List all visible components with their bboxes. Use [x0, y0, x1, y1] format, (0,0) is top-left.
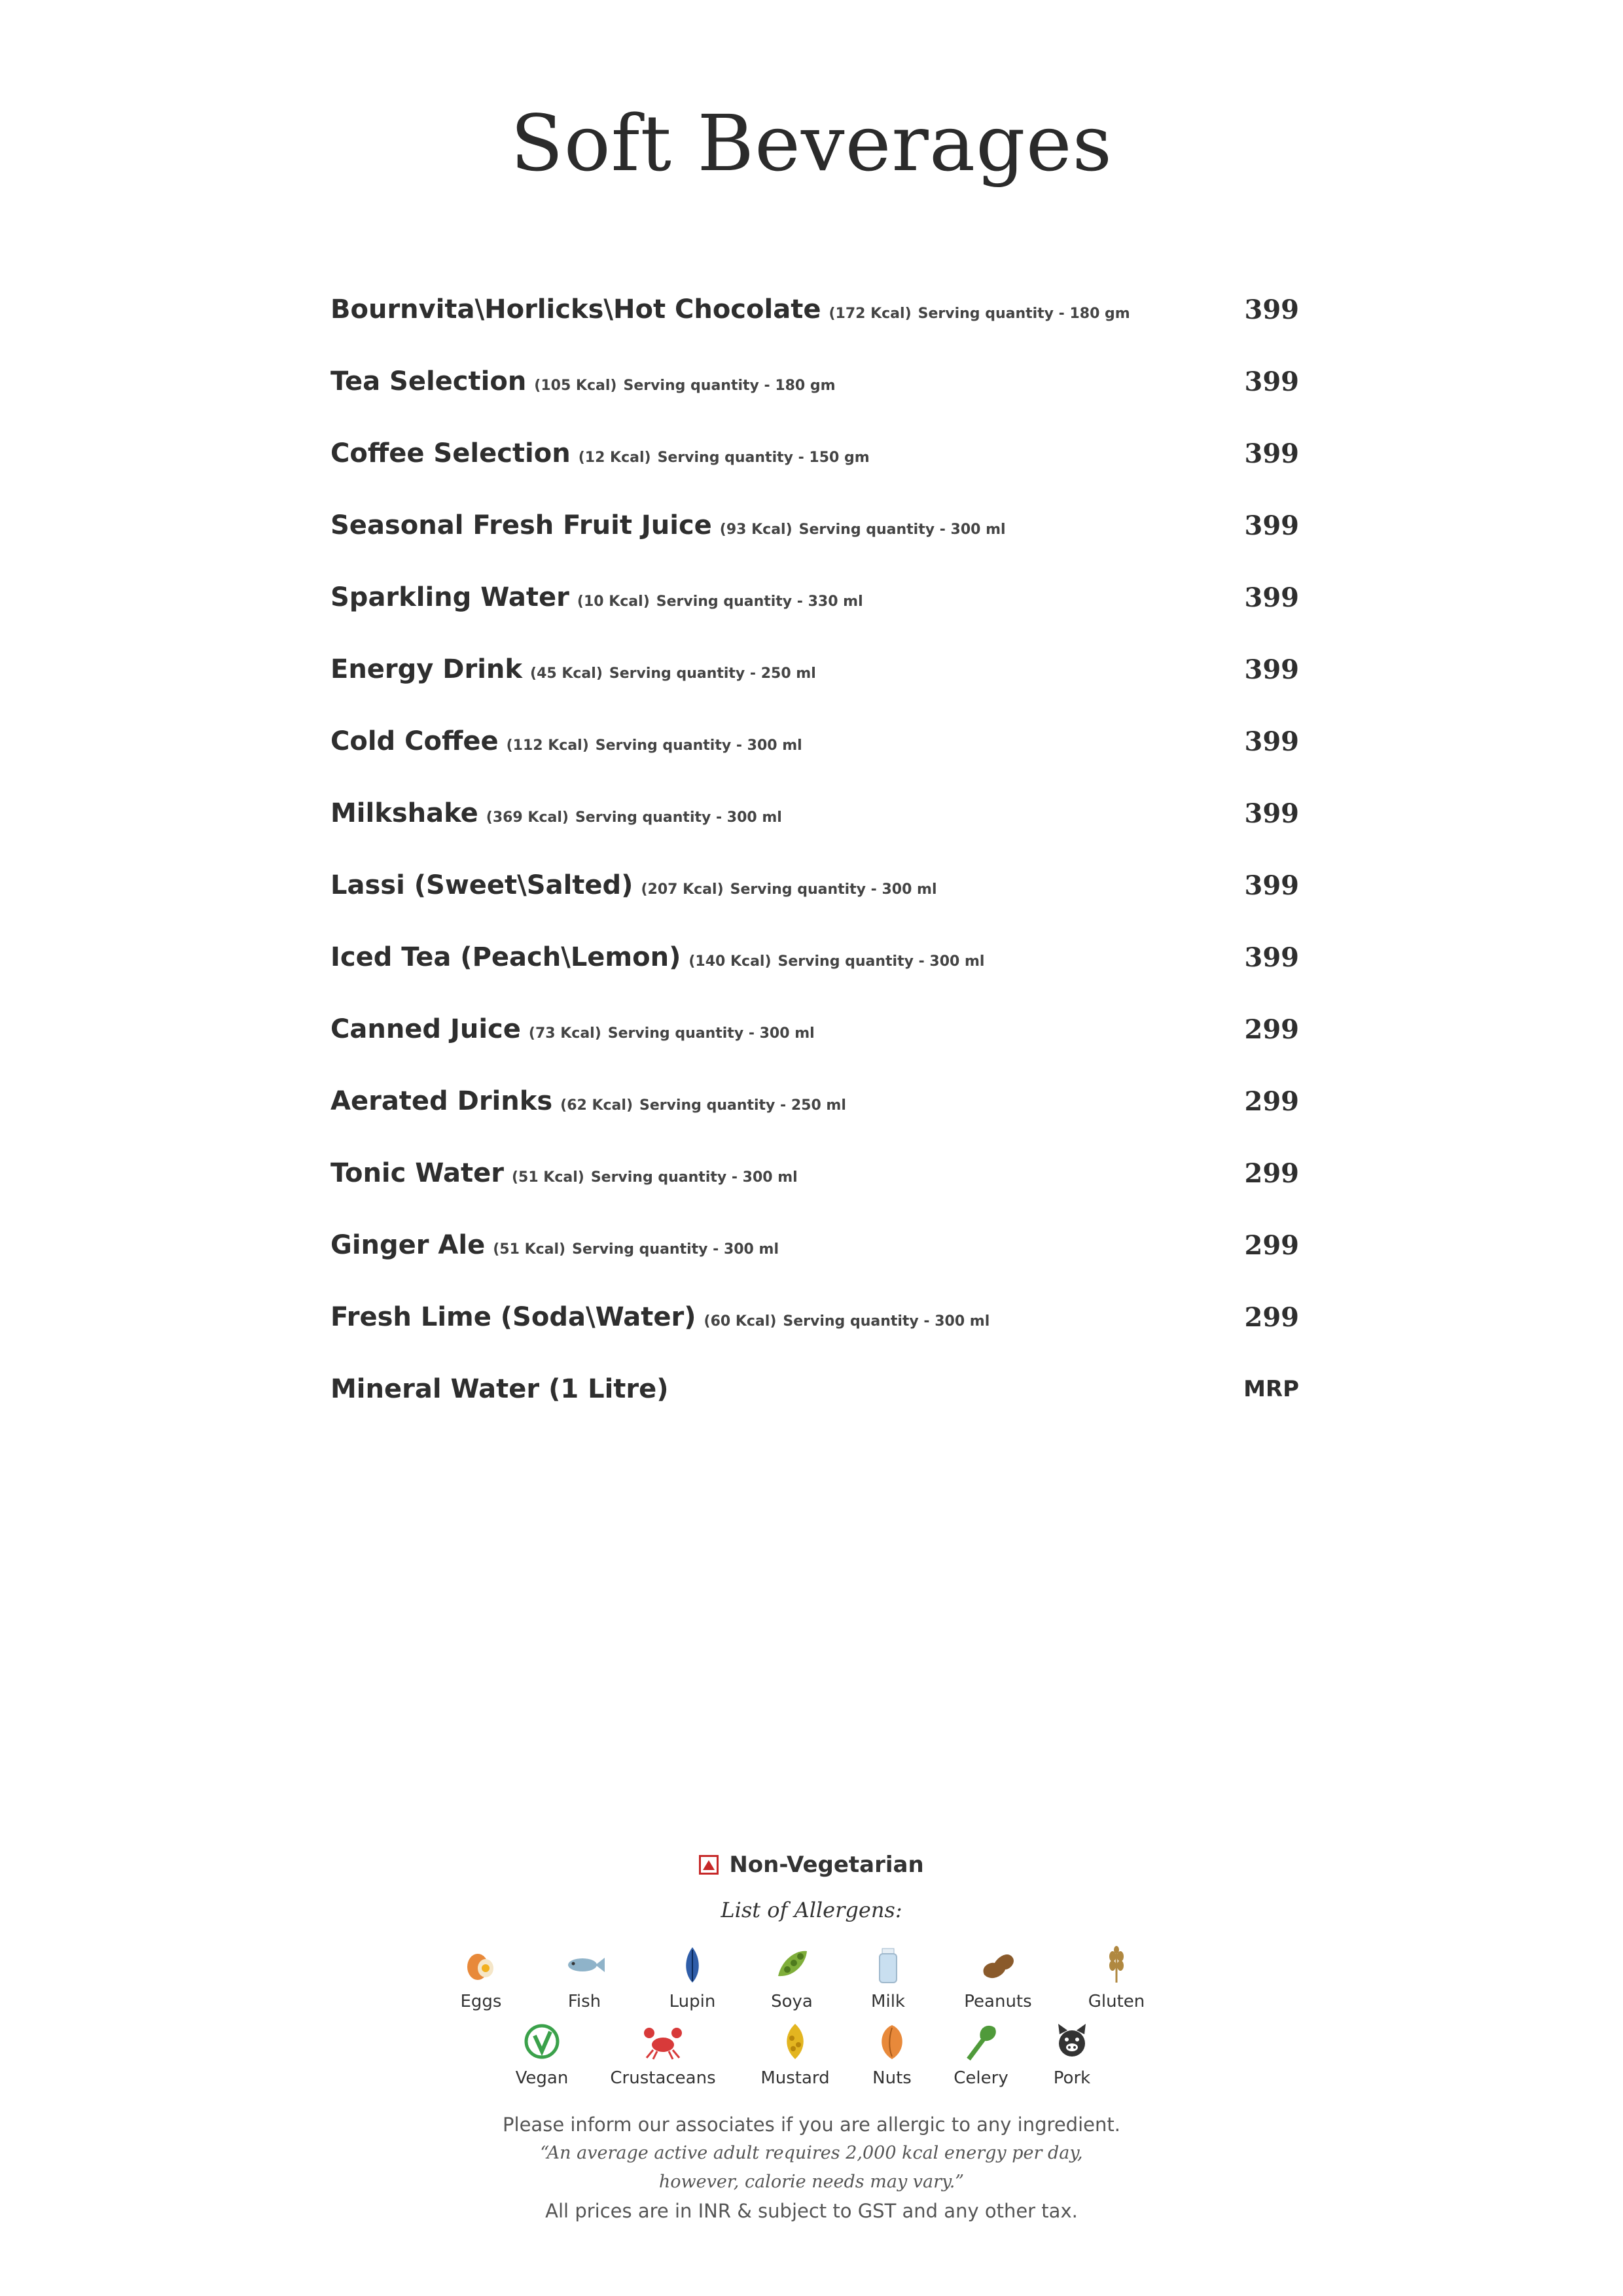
- menu-item-row: [330, 1281, 1299, 1353]
- menu-item-kcal: (369 Kcal): [486, 809, 569, 826]
- milk-icon: [865, 1942, 911, 1988]
- menu-item-details: [330, 1158, 798, 1188]
- menu-item-kcal: (73 Kcal): [528, 1025, 601, 1042]
- menu-item-serving: Serving quantity - 300 ml: [575, 809, 782, 826]
- menu-item-name: Tea Selection: [330, 366, 527, 397]
- menu-item-details: [330, 798, 782, 828]
- menu-item-name: Canned Juice: [330, 1014, 521, 1044]
- menu-item-row: [330, 1353, 1299, 1425]
- price-notice: All prices are in INR & subject to GST and any other tax.: [545, 2200, 1078, 2222]
- menu-item-row: [330, 561, 1299, 633]
- menu-item-name: Mineral Water (1 Litre): [330, 1374, 669, 1404]
- menu-item-serving: Serving quantity - 300 ml: [798, 521, 1006, 538]
- menu-item-name: Energy Drink: [330, 654, 523, 684]
- menu-item-row: [330, 1137, 1299, 1209]
- menu-item-price: 299: [1244, 1301, 1299, 1333]
- menu-item-price: 399: [1244, 366, 1299, 397]
- menu-item-kcal: (51 Kcal): [511, 1169, 584, 1186]
- menu-item-row: [330, 849, 1299, 921]
- menu-item-serving: Serving quantity - 300 ml: [607, 1025, 815, 1042]
- menu-item-price: 399: [1244, 582, 1299, 613]
- allergen-crustaceans: [591, 2019, 735, 2088]
- menu-item-name: Coffee Selection: [330, 438, 571, 468]
- menu-item-row: [330, 417, 1299, 489]
- menu-item-serving: Serving quantity - 300 ml: [572, 1241, 779, 1258]
- menu-item-price: MRP: [1243, 1376, 1299, 1402]
- menu-item-kcal: (45 Kcal): [530, 665, 603, 682]
- menu-item-row: [330, 274, 1299, 345]
- footer-notes: [0, 2110, 1623, 2225]
- menu-item-name: Iced Tea (Peach\Lemon): [330, 942, 681, 972]
- menu-item-name: Lassi (Sweet\Salted): [330, 870, 633, 900]
- allergen-label: Mustard: [760, 2068, 830, 2088]
- nuts-icon: [869, 2019, 915, 2064]
- menu-item-row: [330, 777, 1299, 849]
- allergy-notice: Please inform our associates if you are allergic to any ingredient.: [503, 2113, 1120, 2136]
- celery-icon: [958, 2019, 1004, 2064]
- menu-item-name: Seasonal Fresh Fruit Juice: [330, 510, 712, 540]
- allergen-label: Vegan: [515, 2068, 569, 2088]
- menu-item-kcal: (51 Kcal): [493, 1241, 566, 1258]
- menu-item-price: 399: [1244, 870, 1299, 901]
- menu-item-row: [330, 1209, 1299, 1281]
- menu-item-serving: Serving quantity - 300 ml: [783, 1313, 990, 1330]
- menu-item-details: [330, 942, 984, 972]
- allergen-gluten: [1044, 1942, 1188, 2011]
- lupin-icon: [669, 1942, 715, 1988]
- fish-icon: [562, 1942, 607, 1988]
- menu-item-details: [330, 1302, 990, 1332]
- menu-item-serving: Serving quantity - 300 ml: [595, 737, 802, 754]
- soya-icon: [769, 1942, 815, 1988]
- menu-item-details: [330, 366, 836, 397]
- menu-item-name: Bournvita\Horlicks\Hot Chocolate: [330, 294, 821, 325]
- menu-item-name: Cold Coffee: [330, 726, 499, 756]
- crab-icon: [640, 2019, 686, 2064]
- menu-item-kcal: (12 Kcal): [578, 450, 651, 466]
- menu-item-name: Aerated Drinks: [330, 1086, 553, 1116]
- allergen-label: Soya: [771, 1992, 813, 2011]
- menu-item-kcal: (105 Kcal): [534, 378, 617, 394]
- menu-item-kcal: (62 Kcal): [560, 1097, 633, 1114]
- menu-item-kcal: (207 Kcal): [641, 881, 724, 898]
- calorie-quote-line1: “An average active adult requires 2,000 kcal energy per day,: [540, 2143, 1083, 2163]
- allergen-label: Eggs: [460, 1992, 502, 2011]
- menu-item-details: [330, 1230, 779, 1260]
- legend: [0, 1852, 1623, 1922]
- menu-list: [330, 274, 1299, 1425]
- menu-item-price: 399: [1244, 438, 1299, 469]
- non-veg-legend: [0, 1852, 1623, 1878]
- non-veg-icon: [699, 1855, 719, 1875]
- page-title: Soft Beverages: [510, 98, 1113, 188]
- menu-item-details: [330, 726, 802, 756]
- vegan-icon: [519, 2019, 565, 2064]
- allergen-label: Celery: [954, 2068, 1008, 2088]
- menu-item-serving: Serving quantity - 250 ml: [639, 1097, 846, 1114]
- menu-item-name: Tonic Water: [330, 1158, 504, 1188]
- menu-item-kcal: (93 Kcal): [719, 521, 793, 538]
- allergens-title: List of Allergens:: [721, 1898, 902, 1922]
- menu-item-serving: Serving quantity - 330 ml: [656, 593, 863, 610]
- menu-item-kcal: (10 Kcal): [577, 593, 650, 610]
- menu-item-details: [330, 1014, 815, 1044]
- menu-item-row: [330, 345, 1299, 417]
- menu-item-price: 399: [1244, 654, 1299, 685]
- allergen-label: Nuts: [872, 2068, 912, 2088]
- menu-item-details: [330, 1374, 669, 1404]
- menu-item-serving: Serving quantity - 180 gm: [623, 378, 836, 394]
- menu-item-row: [330, 633, 1299, 705]
- menu-item-price: 299: [1244, 1157, 1299, 1189]
- non-veg-label: Non-Vegetarian: [729, 1852, 924, 1878]
- allergen-label: Lupin: [669, 1992, 716, 2011]
- mustard-icon: [772, 2019, 818, 2064]
- peanut-icon: [975, 1942, 1021, 1988]
- menu-item-row: [330, 1065, 1299, 1137]
- allergen-label: Pork: [1053, 2068, 1091, 2088]
- menu-item-price: 399: [1244, 798, 1299, 829]
- menu-item-kcal: (60 Kcal): [704, 1313, 777, 1330]
- menu-item-details: [330, 870, 937, 900]
- allergen-label: Fish: [567, 1992, 601, 2011]
- menu-item-price: 399: [1244, 942, 1299, 973]
- menu-item-serving: Serving quantity - 300 ml: [590, 1169, 798, 1186]
- menu-item-serving: Serving quantity - 150 gm: [657, 450, 870, 466]
- menu-item-serving: Serving quantity - 250 ml: [609, 665, 816, 682]
- menu-item-details: [330, 1086, 846, 1116]
- menu-item-details: [330, 654, 816, 684]
- menu-item-price: 299: [1244, 1229, 1299, 1261]
- menu-item-row: [330, 921, 1299, 993]
- menu-item-price: 299: [1244, 1086, 1299, 1117]
- menu-item-price: 299: [1244, 1014, 1299, 1045]
- allergen-pork: [1000, 2019, 1144, 2088]
- menu-item-name: Sparkling Water: [330, 582, 569, 612]
- allergen-label: Peanuts: [964, 1992, 1032, 2011]
- menu-item-details: [330, 510, 1006, 540]
- menu-item-serving: Serving quantity - 180 gm: [918, 306, 1130, 322]
- menu-item-kcal: (172 Kcal): [829, 306, 912, 322]
- menu-item-price: 399: [1244, 510, 1299, 541]
- menu-item-details: [330, 294, 1130, 325]
- menu-item-price: 399: [1244, 294, 1299, 325]
- menu-item-details: [330, 438, 870, 468]
- menu-item-row: [330, 993, 1299, 1065]
- menu-item-row: [330, 705, 1299, 777]
- gluten-icon: [1094, 1942, 1139, 1988]
- allergen-label: Gluten: [1088, 1992, 1145, 2011]
- menu-item-name: Fresh Lime (Soda\Water): [330, 1302, 696, 1332]
- menu-item-serving: Serving quantity - 300 ml: [730, 881, 937, 898]
- allergen-label: Crustaceans: [610, 2068, 716, 2088]
- menu-item-name: Ginger Ale: [330, 1230, 486, 1260]
- allergen-label: Milk: [871, 1992, 905, 2011]
- calorie-quote-line2: however, calorie needs may vary.”: [658, 2172, 965, 2192]
- menu-item-name: Milkshake: [330, 798, 478, 828]
- egg-icon: [458, 1942, 504, 1988]
- menu-item-kcal: (112 Kcal): [506, 737, 589, 754]
- menu-item-details: [330, 582, 863, 612]
- menu-item-serving: Serving quantity - 300 ml: [777, 953, 985, 970]
- menu-item-row: [330, 489, 1299, 561]
- pork-icon: [1049, 2019, 1095, 2064]
- menu-item-price: 399: [1244, 726, 1299, 757]
- menu-item-kcal: (140 Kcal): [688, 953, 772, 970]
